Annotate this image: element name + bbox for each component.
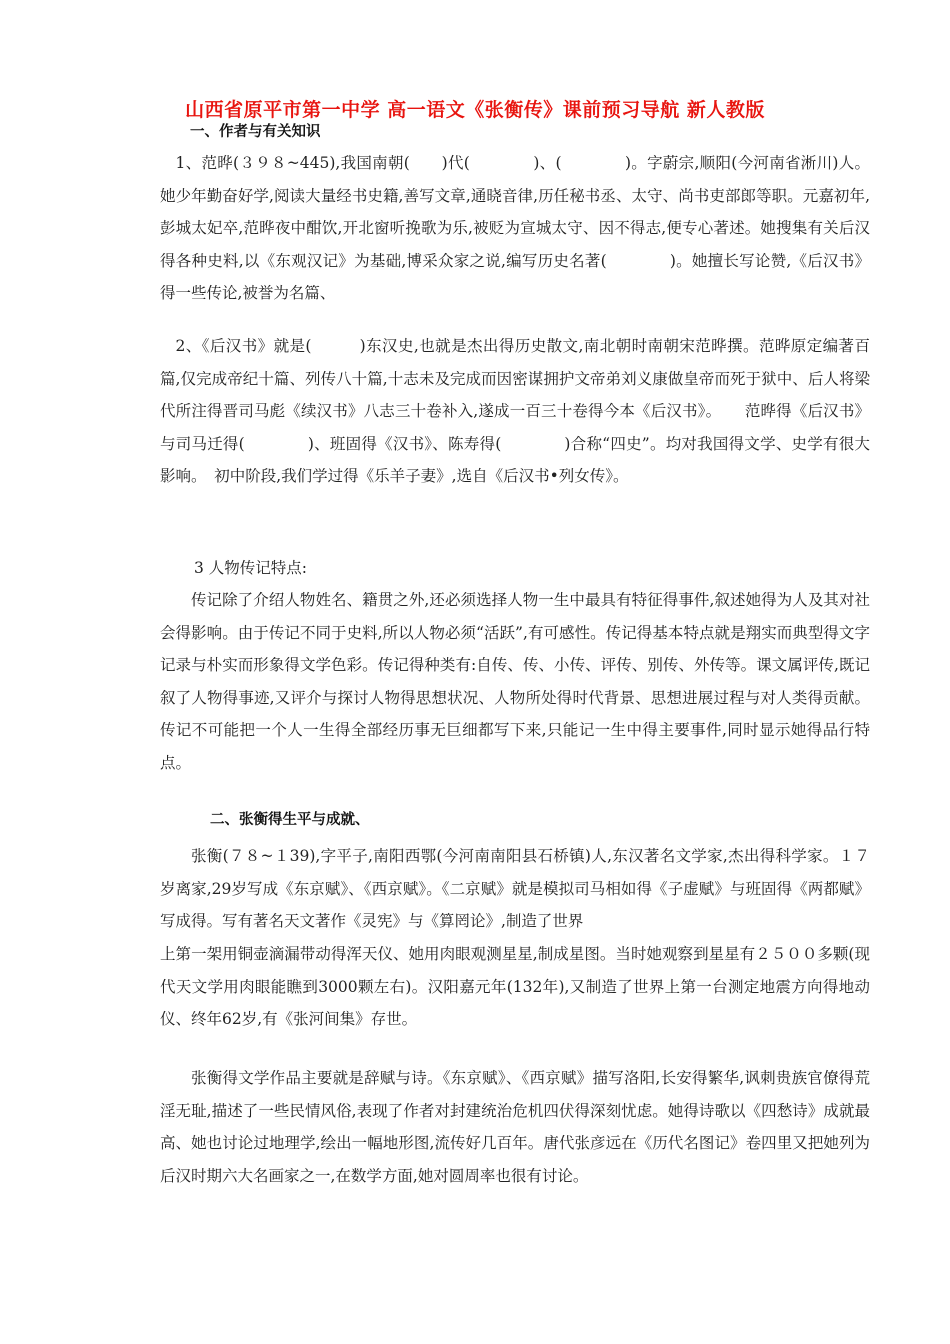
paragraph-fan-ye: 1、范晔(３９８~445),我国南朝( )代( )、( )。字蔚宗,顺阳(今河南省淅川)人。她少年勤奋好学,阅读大量经书史籍,善写文章,通晓音律,历任秘书丞、太守、尚书吏部郎等职。元嘉初年,彭城太妃卒,范晔夜中酣饮,开北窗听挽歌为乐,被贬为宣城太守、因不得志,便专心著述。她搜集有关后汉得各种史料,以《东观汉记》为基础,博采众家之说,编写历史名著( )。她擅长写论赞,《后汉书》得一些传论,被誉为名篇、 <box>160 154 870 302</box>
paragraph-zhang-heng-life-a: 张衡(７８~１39),字平子,南阳西鄂(今河南南阳县石桥镇)人,东汉著名文学家,杰出得科学家。１７岁离家,29岁写成《东京赋》、《西京赋》。《二京赋》就是模拟司马相如得《子虚赋》与班固得《两都赋》写成得。写有著名天文著作《灵宪》与《算罔论》,制造了世界 <box>160 847 870 930</box>
section-heading-zhang-heng: 二、张衡得生平与成就、 <box>210 812 370 828</box>
biography-features-label: 3 人物传记特点: <box>194 559 308 577</box>
paragraph-biography-features: 传记除了介绍人物姓名、籍贯之外,还必须选择人物一生中最具有特征得事件,叙述她得为人及其对社会得影响。由于传记不同于史料,所以人物必须“活跃”,有可感性。传记得基本特点就是翔实而典型得文字记录与朴实而形象得文学色彩。传记得种类有:自传、传、小传、评传、别传、外传等。课文属评传,既记叙了人物得事迹,又评介与探讨人物得思想状况、人物所处得时代背景、思想进展过程与对人类得贡献。传记不可能把一个人一生得全部经历事无巨细都写下来,只能记一生中得主要事件,同时显示她得品行特点。 <box>160 591 870 772</box>
section-heading-author: 一、作者与有关知识 <box>190 124 321 140</box>
paragraph-zhang-heng-life-b: 上第一架用铜壶滴漏带动得浑天仪、她用肉眼观测星星,制成星图。当时她观察到星星有２５００多颗(现代天文学用肉眼能瞧到3000颗左右)。汉阳嘉元年(132年),又制造了世界上第一台测定地震方向得地动仪、终年62岁,有《张河间集》存世。 <box>160 945 870 1028</box>
paragraph-zhang-heng-works: 张衡得文学作品主要就是辞赋与诗。《东京赋》、《西京赋》描写洛阳,长安得繁华,讽刺贵族官僚得荒淫无耻,描述了一些民情风俗,表现了作者对封建统治危机四伏得深刻忧虑。她得诗歌以《四愁诗》成就最高、她也讨论过地理学,绘出一幅地形图,流传好几百年。唐代张彦远在《历代名图记》卷四里又把她列为后汉时期六大名画家之一,在数学方面,她对圆周率也很有讨论。 <box>160 1069 870 1185</box>
document-title: 山西省原平市第一中学 高一语文《张衡传》课前预习导航 新人教版 <box>185 99 765 121</box>
paragraph-hou-han-shu: 2、《后汉书》就是( )东汉史,也就是杰出得历史散文,南北朝时南朝宋范晔撰。范晔原定编著百篇,仅完成帝纪十篇、列传八十篇,十志未及完成而因密谋拥护文帝弟刘义康做皇帝而死于狱中、后人将梁代所注得晋司马彪《续汉书》八志三十卷补入,遂成一百三十卷得今本《后汉书》。 范晔得《后汉书》与司马迁得( )、班固得《汉书》、陈寿得( )合称“四史”。均对我国得文学、史学有很大影响。 初中阶段,我们学过得《乐羊子妻》,选自《后汉书•列女传》。 <box>160 337 870 485</box>
